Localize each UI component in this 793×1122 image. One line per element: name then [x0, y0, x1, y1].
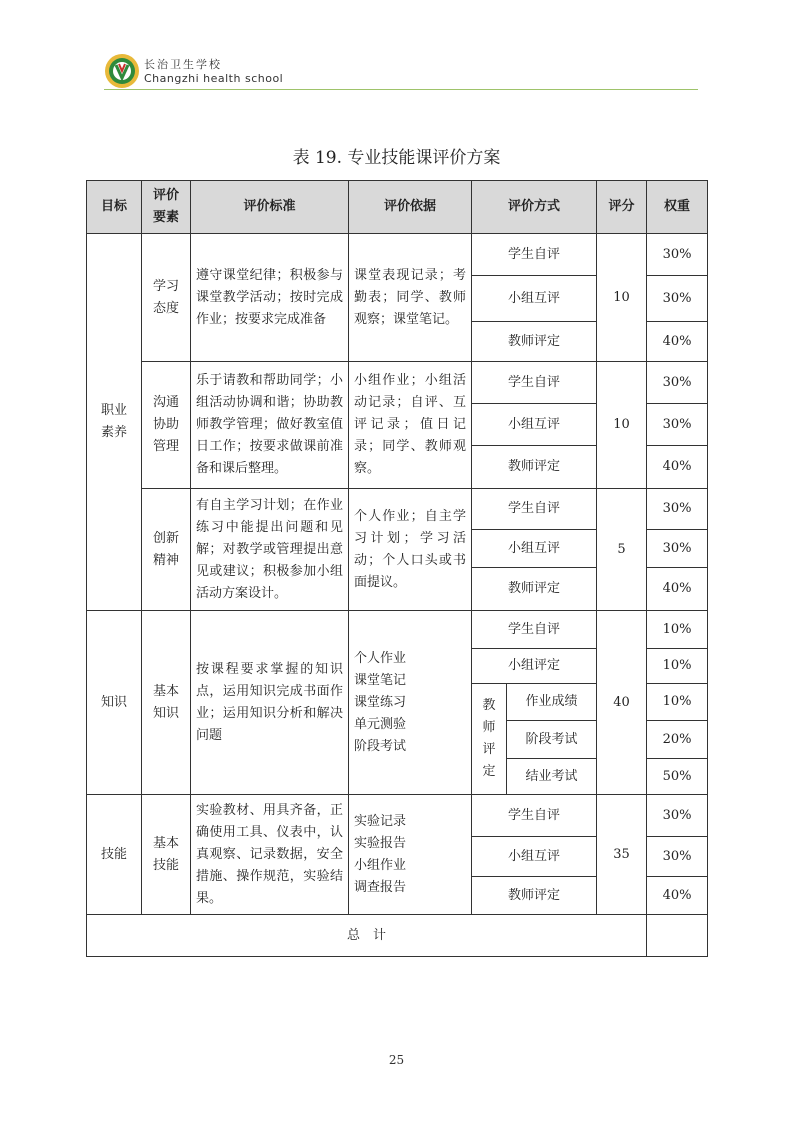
basis-cell: 课堂表现记录；考勤表；同学、教师观察；课堂笔记。 — [349, 234, 472, 362]
col-header-element: 评价 要素 — [142, 181, 191, 234]
method-cell: 小组互评 — [472, 837, 597, 877]
standard-cell: 遵守课堂纪律；积极参与课堂教学活动；按时完成作业；按要求完成准备 — [191, 234, 349, 362]
basis-cell: 个人作业 课堂笔记 课堂练习 单元测验 阶段考试 — [349, 611, 472, 795]
weight-cell: 30% — [647, 362, 708, 404]
standard-cell: 有自主学习计划；在作业练习中能提出问题和见解；对教学或管理提出意见或建议；积极参加小组活动方案设计。 — [191, 489, 349, 611]
total-label: 总 计 — [87, 915, 647, 957]
method-cell: 教师评定 — [472, 568, 597, 611]
table-row — [87, 795, 708, 837]
method-cell: 小组评定 — [472, 649, 597, 684]
weight-cell: 30% — [647, 404, 708, 446]
weight-cell: 40% — [647, 568, 708, 611]
basis-cell: 个人作业；自主学习计划；学习活动；个人口头或书面提议。 — [349, 489, 472, 611]
method-cell: 教师评定 — [472, 322, 597, 362]
score-cell: 5 — [597, 489, 647, 611]
page-number: 25 — [388, 1053, 405, 1067]
page-header — [104, 50, 698, 92]
table-row — [87, 362, 708, 404]
weight-cell: 20% — [647, 721, 708, 759]
method-cell: 学生自评 — [472, 795, 597, 837]
method-cell: 学生自评 — [472, 611, 597, 649]
school-name-cn: 长治卫生学校 — [144, 58, 222, 71]
col-header-method: 评价方式 — [472, 181, 597, 234]
table-header-row — [87, 181, 708, 234]
school-logo-icon — [104, 53, 140, 89]
header-divider — [104, 89, 698, 90]
weight-cell: 40% — [647, 322, 708, 362]
weight-cell: 50% — [647, 759, 708, 795]
method-cell: 教师评定 — [472, 877, 597, 915]
col-header-goal: 目标 — [87, 181, 142, 234]
basis-cell: 实验记录 实验报告 小组作业 调查报告 — [349, 795, 472, 915]
standard-cell: 乐于请教和帮助同学；小组活动协调和谐；协助教师教学管理；做好教室值日工作；按要求做课前准备和课后整理。 — [191, 362, 349, 489]
method-cell: 小组互评 — [472, 530, 597, 568]
evaluation-table — [86, 180, 708, 957]
table-title: 表 19. 专业技能课评价方案 — [292, 148, 501, 168]
weight-cell: 30% — [647, 530, 708, 568]
table-row — [87, 489, 708, 530]
weight-cell: 30% — [647, 234, 708, 276]
teacher-label-cell: 教 师 评 定 — [472, 684, 507, 795]
standard-cell: 按课程要求掌握的知识点，运用知识完成书面作业；运用知识分析和解决问题 — [191, 611, 349, 795]
goal-cell: 技能 — [87, 795, 142, 915]
goal-cell: 职业 素养 — [87, 234, 142, 611]
col-header-basis: 评价依据 — [349, 181, 472, 234]
method-cell: 学生自评 — [472, 489, 597, 530]
element-cell: 学习 态度 — [142, 234, 191, 362]
method-cell: 小组互评 — [472, 404, 597, 446]
weight-cell: 10% — [647, 684, 708, 721]
weight-cell: 40% — [647, 446, 708, 489]
method-cell: 结业考试 — [507, 759, 597, 795]
goal-cell: 知识 — [87, 611, 142, 795]
element-cell: 基本 知识 — [142, 611, 191, 795]
total-row — [87, 915, 708, 957]
col-header-standard: 评价标准 — [191, 181, 349, 234]
method-cell: 阶段考试 — [507, 721, 597, 759]
col-header-weight: 权重 — [647, 181, 708, 234]
score-cell: 40 — [597, 611, 647, 795]
weight-cell: 30% — [647, 276, 708, 322]
element-cell: 创新 精神 — [142, 489, 191, 611]
school-name-en: Changzhi health school — [144, 72, 284, 85]
score-cell: 10 — [597, 362, 647, 489]
method-cell: 学生自评 — [472, 234, 597, 276]
method-cell: 小组互评 — [472, 276, 597, 322]
weight-cell: 30% — [647, 489, 708, 530]
col-header-score: 评分 — [597, 181, 647, 234]
method-cell: 教师评定 — [472, 446, 597, 489]
table-row — [87, 234, 708, 276]
weight-cell: 30% — [647, 795, 708, 837]
weight-cell: 40% — [647, 877, 708, 915]
table-row — [87, 611, 708, 649]
score-cell: 10 — [597, 234, 647, 362]
weight-cell: 30% — [647, 837, 708, 877]
element-cell: 沟通 协助 管理 — [142, 362, 191, 489]
standard-cell: 实验教材、用具齐备，正确使用工具、仪表中，认真观察、记录数据，安全措施、操作规范，实验结果。 — [191, 795, 349, 915]
total-value-cell — [647, 915, 708, 957]
weight-cell: 10% — [647, 649, 708, 684]
score-cell: 35 — [597, 795, 647, 915]
element-cell: 基本 技能 — [142, 795, 191, 915]
method-cell: 学生自评 — [472, 362, 597, 404]
basis-cell: 小组作业；小组活动记录；自评、互评记录；值日记录；同学、教师观察。 — [349, 362, 472, 489]
method-cell: 作业成绩 — [507, 684, 597, 721]
weight-cell: 10% — [647, 611, 708, 649]
